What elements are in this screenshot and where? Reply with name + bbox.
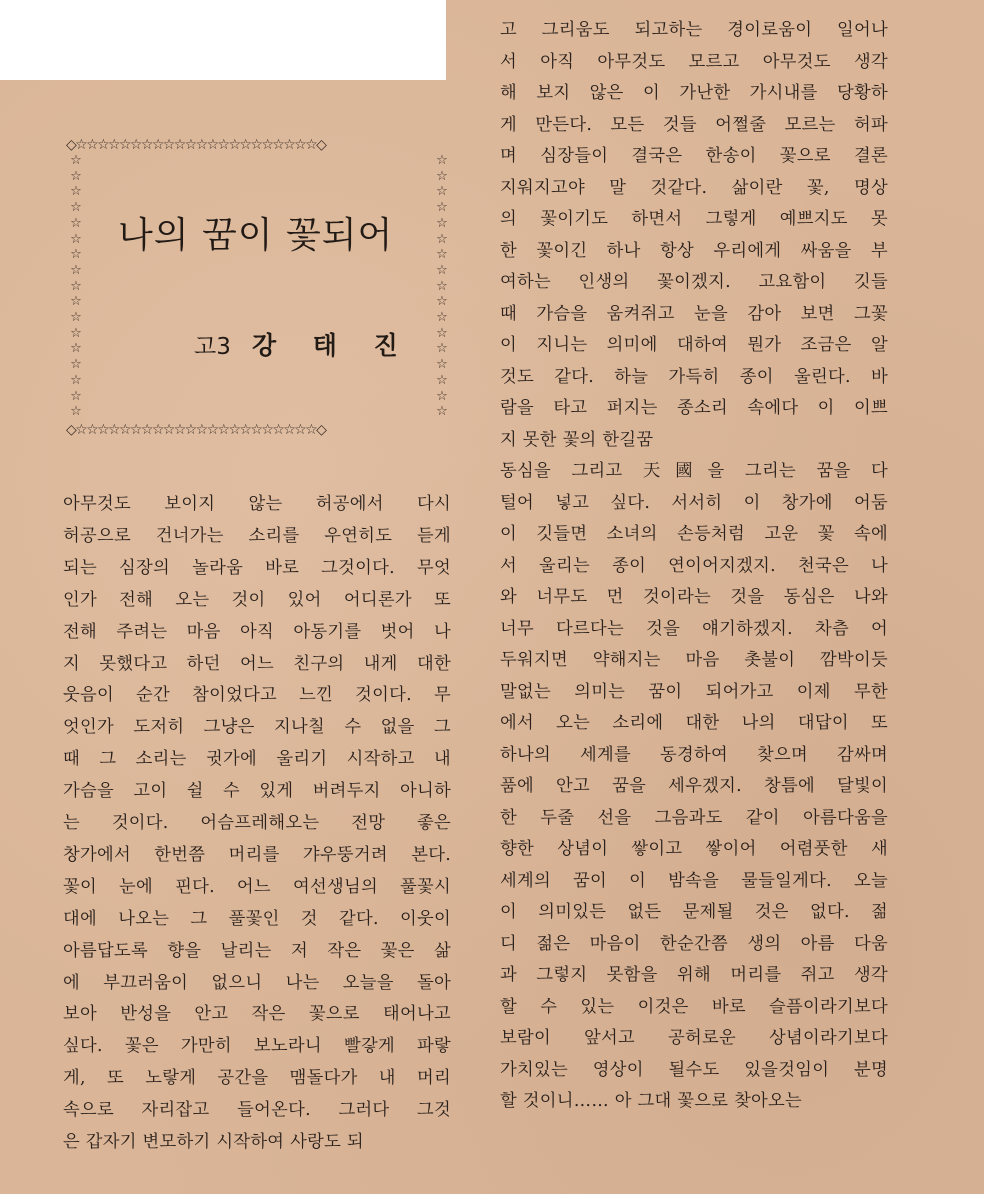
text-line: 너무 다르다는 것을 얘기하겠지. 차츰 어 [500,618,888,639]
text-line: 인가 전해 오는 것이 있어 어디론가 또 [63,589,451,610]
blank-area [0,0,446,80]
text-line: 속으로 자리잡고 들어온다. 그러다 그것 [63,1100,451,1121]
text-line: 아무것도 보이지 않는 허공에서 다시 [63,494,451,514]
text-line: 하나의 세계를 동경하여 찾으며 감싸며 [500,744,888,765]
text-line: 보람이 앞서고 공허로운 상념이라기보다 [500,1028,888,1048]
text-line: 며 심장들이 결국은 한송이 꽃으로 결론 [500,146,888,166]
text-line: 허공으로 건너가는 소리를 우연히도 듣게 [63,525,451,546]
text-line: 말없는 의미는 꿈이 되어가고 이제 무한 [500,681,888,702]
text-line: 아름답도록 향을 날리는 저 작은 꽃은 삶 [63,940,451,961]
text-line: 한 두줄 선을 그음과도 같이 아름다움을 [500,807,888,828]
text-line: 가치있는 영상이 될수도 있을것임이 분명 [500,1059,888,1080]
text-line: 품에 안고 꿈을 세우겠지. 창틈에 달빛이 [500,776,888,796]
article-title: 나의 꿈이 꽃되어 [118,215,394,256]
text-line: 대에 나오는 그 풀꽃인 것 같다. 이웃이 [63,908,451,929]
text-line: 는 것이다. 어슴프레해오는 전망 좋은 [63,813,451,833]
text-line: 전해 주려는 마음 아직 아동기를 벗어 나 [63,621,451,642]
text-line: 때 그 소리는 귓가에 울리기 시작하고 내 [63,749,451,770]
text-line: 동심을 그리고 天國을 그리는 꿈을 다 [500,461,888,481]
text-line: 것도 같다. 하늘 가득히 종이 울린다. 바 [500,366,888,387]
text-line: 고 그리움도 되고하는 경이로움이 일어나 [500,20,888,40]
text-line: 보아 반성을 안고 작은 꽃으로 태어나고 [63,1004,451,1025]
text-line: 두워지면 약해지는 마음 촛불이 깜박이듯 [500,650,888,670]
text-line: 할 수 있는 이것은 바로 슬픔이라기보다 [500,996,888,1017]
text-line: 털어 넣고 싶다. 서서히 이 창가에 어둠 [500,492,888,513]
text-line: 게, 또 노랗게 공간을 맴돌다가 내 머리 [63,1068,451,1089]
text-line: 지 못한 꽃의 한길꿈 [500,429,654,450]
text-line: 과 그렇지 못함을 위해 머리를 쥐고 생각 [500,965,888,985]
text-line: 람을 타고 퍼지는 종소리 속에다 이 이쁘 [500,398,888,418]
text-line: 싶다. 꽃은 가만히 보노라니 빨갛게 파랗 [63,1036,451,1057]
text-line: 엇인가 도저히 그냥은 지나칠 수 없을 그 [63,717,451,738]
text-line: 은 갑자기 변모하기 시작하여 사랑도 되 [63,1132,364,1152]
byline [194,328,412,364]
text-line: 향한 상념이 쌓이고 쌓이어 어렴풋한 새 [500,839,888,859]
text-line: 되는 심장의 놀라움 바로 그것이다. 무엇 [63,557,451,578]
text-line: 에서 오는 소리에 대한 나의 대답이 또 [500,713,888,733]
text-line: 꽃이 눈에 핀다. 어느 여선생님의 풀꽃시 [63,876,451,897]
star-border-left: ☆ ☆ ☆ ☆ ☆ ☆ ☆ ☆ ☆ ☆ ☆ ☆ ☆ ☆ ☆ ☆ ☆ [70,153,82,420]
star-border-right: ☆ ☆ ☆ ☆ ☆ ☆ ☆ ☆ ☆ ☆ ☆ ☆ ☆ ☆ ☆ ☆ ☆ [436,153,448,420]
text-line: 가슴을 고이 쉴 수 있게 버려두지 아니하 [63,781,451,802]
title-box [66,135,452,440]
text-line: 이 깃들면 소녀의 손등처럼 고운 꽃 속에 [500,524,888,544]
text-line: 와 너무도 먼 것이라는 것을 동심은 나와 [500,587,888,607]
text-line: 할 것이니…… 아 그대 꽃으로 찾아오는 [500,1091,803,1111]
text-line: 서 아직 아무것도 모르고 아무것도 생각 [500,51,888,72]
text-line: 서 울리는 종이 연이어지겠지. 천국은 나 [500,555,888,576]
star-border-bottom: ◇☆☆☆☆☆☆☆☆☆☆☆☆☆☆☆☆☆☆☆☆☆☆◇ [66,422,326,438]
text-line: 때 가슴을 움켜쥐고 눈을 감아 보면 그꽃 [500,303,888,324]
text-line: 해 보지 않은 이 가난한 가시내를 당황하 [500,83,888,103]
text-line: 이 의미있든 없든 문제될 것은 없다. 젊 [500,902,888,922]
author-grade: 고3 [194,334,231,360]
text-line: 지워지고야 말 것같다. 삶이란 꽃, 명상 [500,177,888,198]
text-line: 창가에서 한번쯤 머리를 갸우뚱거려 본다. [63,844,451,865]
text-line: 여하는 인생의 꽃이겠지. 고요함이 깃들 [500,272,888,292]
text-line: 웃음이 순간 참이었다고 느낀 것이다. 무 [63,685,451,706]
text-line: 게 만든다. 모든 것들 어쩔줄 모르는 허파 [500,114,888,135]
text-line: 의 꽃이기도 하면서 그렇게 예쁘지도 못 [500,209,888,229]
text-line: 세계의 꿈이 이 밤속을 물들일게다. 오늘 [500,870,888,891]
text-line: 에 부끄러움이 없으니 나는 오늘을 돌아 [63,972,451,993]
text-line: 지 못했다고 하던 어느 친구의 내게 대한 [63,653,451,674]
author-name: 강 태 진 [251,331,412,360]
text-line: 디 젊은 마음이 한순간쯤 생의 아름 다움 [500,933,888,954]
star-border-top: ◇☆☆☆☆☆☆☆☆☆☆☆☆☆☆☆☆☆☆☆☆☆☆◇ [66,137,326,153]
text-line: 이 지니는 의미에 대하여 뭔가 조금은 알 [500,335,888,355]
text-line: 한 꽃이긴 하나 항상 우리에게 싸움을 부 [500,240,888,261]
